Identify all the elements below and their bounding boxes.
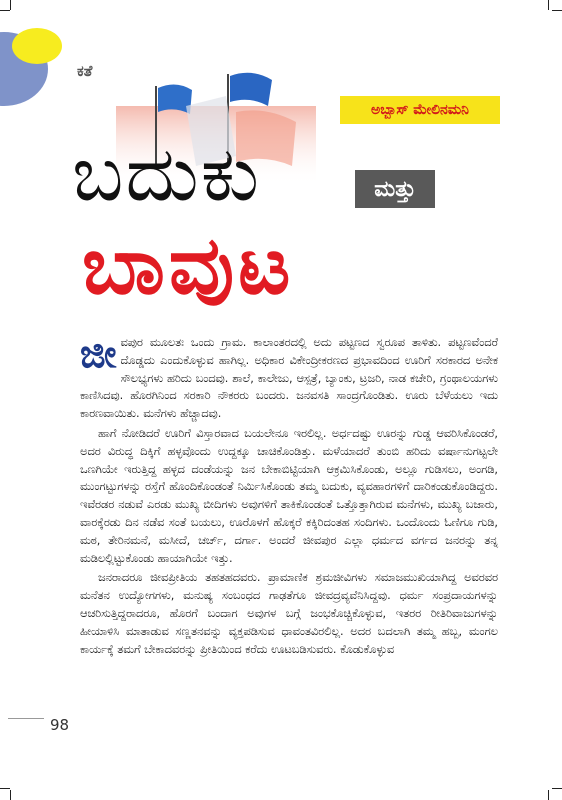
crop-mark — [548, 0, 549, 10]
crop-mark — [10, 790, 11, 800]
page-number: 98 — [50, 716, 70, 734]
author-tag: ಅಬ್ಬಾಸ್ ಮೇಲಿನಮನಿ — [340, 96, 500, 124]
title-connector: ಮತ್ತು — [355, 170, 435, 208]
crop-mark — [552, 788, 562, 789]
crop-mark — [548, 790, 549, 800]
title-line-1: ಬದುಕು — [72, 129, 262, 218]
crop-mark — [0, 10, 10, 11]
crop-mark — [552, 10, 562, 11]
crop-mark — [10, 0, 11, 10]
decorative-circle-yellow — [12, 28, 62, 64]
article-paragraph: ಜೀವಪುರ ಮೂಲತಃ ಒಂದು ಗ್ರಾಮ. ಕಾಲಾಂತರದಲ್ಲಿ ಅದು ಪಟ್ಟಣದ ಸ್ವರೂಪ ತಾಳಿತು. ಪಟ್ಟಣವೆಂದರೆ ದೊಡ್ಡದು ಎಂದುಕೊಳ್ಳುವ ಹಾಗಿಲ್ಲ. ಅಧಿಕಾರ ವಿಕೇಂದ್ರೀಕರಣದ ಪ್ರಭಾವದಿಂದ ಊರಿಗೆ ಸರಕಾರದ ಅನೇಕ ಸೌಲಭ್ಯಗಳು ಹರಿದು ಬಂದವು. ಶಾಲೆ, ಕಾಲೇಜು, ಆಸ್ಪತ್ರೆ, ಬ್ಯಾಂಕು, ಟ್ರಜರಿ, ನಾಡ ಕಚೇರಿ, ಗ್ರಂಥಾಲಯಗಳು ಕಾಣಿಸಿದವು. ಹೊರಗಿನಿಂದ ಸರಕಾರಿ ನೌಕರರು ಬಂದರು. ಜನವಸತಿ ಸಾಂದ್ರಗೊಂಡಿತು. ಊರು ಬೆಳೆಯಲು ಇದು ಕಾರಣವಾಯಿತು. ಮನೆಗಳು ಹೆಚ್ಚಾದವು. — [80, 331, 498, 421]
page-number-rule — [8, 718, 44, 719]
article-paragraph: ಹಾಗೆ ನೋಡಿದರೆ ಊರಿಗೆ ವಿಸ್ತಾರವಾದ ಬಯಲೇನೂ ಇರಲಿಲ್ಲ. ಅರ್ಧದಷ್ಟು ಊರನ್ನು ಗುಡ್ಡ ಆವರಿಸಿಕೊಂಡರೆ, ಅದರ ವಿರುದ್ಧ ದಿಕ್ಕಿಗೆ ಹಳ್ಳವೊಂದು ಉದ್ದಕ್ಕೂ ಚಾಚಿಕೊಂಡಿತ್ತು. ಮಳೆಯಾದರೆ ತುಂಬಿ ಹರಿದು ವರ್ಷಾನುಗಟ್ಟಲೇ ಒಣಗಿಯೇ ಇರುತ್ತಿದ್ದ ಹಳ್ಳದ ದಂಡೆಯನ್ನು ಜನ ಬೇಕಾಬಿಟ್ಟಿಯಾಗಿ ಆಕ್ರಮಿಸಿಕೊಂಡು, ಅಲ್ಲೂ ಗುಡಿಸಲು, ಅಂಗಡಿ, ಮುಂಗಟ್ಟುಗಳನ್ನು ರಸ್ತೆಗೆ ಹೊಂದಿಕೊಂಡಂತೆ ನಿರ್ಮಿಸಿಕೊಂಡು ತಮ್ಮ ಬದುಕು, ವ್ಯವಹಾರಗಳಿಗೆ ದಾರಿಕಂಡುಕೊಂಡಿದ್ದರು. ಇವೆರಡರ ನಡುವೆ ಎರಡು ಮುಖ್ಯ ಬೀದಿಗಳು ಅವುಗಳಿಗೆ ತಾಕಿಕೊಂಡಂತೆ ಒತ್ತೊತ್ತಾಗಿರುವ ಮನೆಗಳು, ಮುಖ್ಯ ಬಜಾರು, ವಾರಕ್ಕೆರಡು ದಿನ ನಡೆವ ಸಂತೆ ಬಯಲು, ಊರೊಳಗೆ ಹೊಕ್ಕರೆ ಕಕ್ಕಿರಿದಂತಹ ಸಂದಿಗಳು. ಒಂದೊಂದು ಓಣಿಗೂ ಗುಡಿ, ಮಠ, ತೇರಿನಮನೆ, ಮಸೀದೆ, ಚರ್ಚ್, ದರ್ಗಾ. ಅಂದರೆ ಜೀವಪುರ ಎಲ್ಲಾ ಧರ್ಮದ ವರ್ಗದ ಜನರನ್ನು ತನ್ನ ಮಡಿಲಲ್ಲಿಟ್ಟುಕೊಂಡು ಹಾಯಾಗಿಯೇ ಇತ್ತು. — [80, 426, 498, 565]
crop-mark — [0, 788, 10, 789]
article-paragraph: ಜನರಾದರೂ ಜೀವಪ್ರೀತಿಯ ತಹತಹದವರು. ಪ್ರಾಮಾಣಿಕ ಶ್ರಮಜೀವಿಗಳು ಸಮಾಜಮುಖಿಯಾಗಿದ್ದ ಅವರವರ ಮನೆತನ ಉದ್ಯೋಗಗಳು, ಮನುಷ್ಯ ಸಂಬಂಧದ ಗಾಢತೆಗೂ ಜೀವದ್ರವ್ಯವೆನಿಸಿದ್ದವು. ಧರ್ಮ ಸಂಪ್ರದಾಯಗಳನ್ನು ಆಚರಿಸುತ್ತಿದ್ದರಾದರೂ, ಹೊರಗೆ ಬಂದಾಗ ಅವುಗಳ ಬಗ್ಗೆ ಜಂಭಕೊಚ್ಚಿಕೊಳ್ಳುವ, ಇತರರ ರೀತಿರಿವಾಜುಗಳನ್ನು ಹೀಯಾಳಿಸಿ ಮಾತಾಡುವ ಸಣ್ಣತನವನ್ನು ವ್ಯಕ್ತಪಡಿಸುವ ಧಾವಂತವಿರಲಿಲ್ಲ. ಅದರ ಬದಲಾಗಿ ತಮ್ಮ ಹಬ್ಬ, ಮಂಗಲ ಕಾರ್ಯಕ್ಕೆ ತಮಗೆ ಬೇಕಾದವರನ್ನು ಪ್ರೀತಿಯಿಂದ ಕರೆದು ಊಟಬಡಿಸುವರು. ಕೊಡುಕೊಳ್ಳುವ — [80, 571, 498, 656]
title-line-2: ಬಾವುಟ — [82, 218, 295, 312]
drop-cap: ಜೀ — [80, 331, 117, 376]
section-label: ಕತೆ — [77, 62, 93, 80]
article-body — [80, 331, 498, 660]
